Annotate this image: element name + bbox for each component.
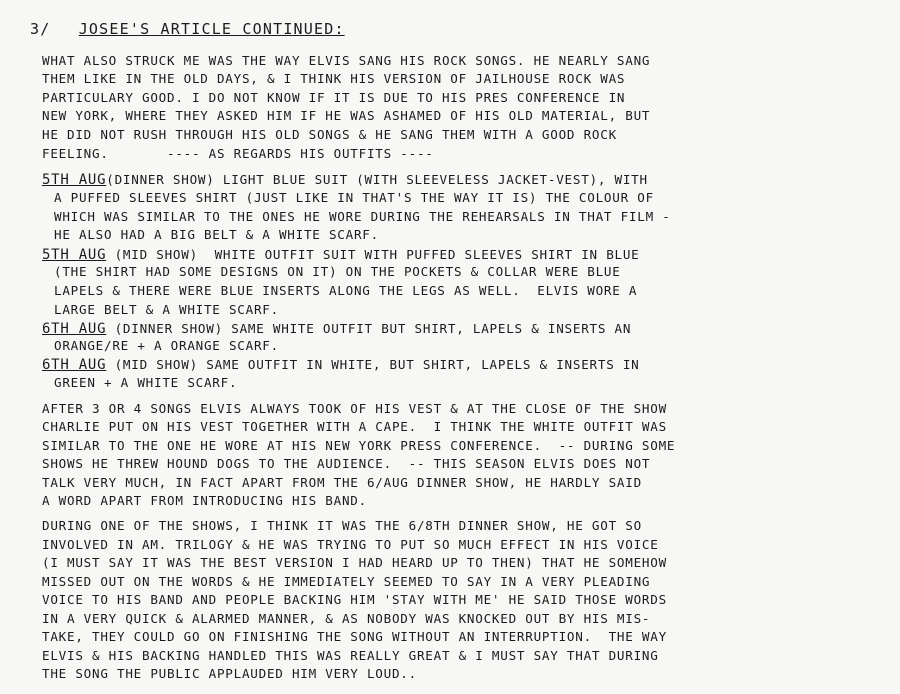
text-line: LAPELS & THERE WERE BLUE INSERTS ALONG THE LEGS AS WELL. ELVIS WORE A (54, 283, 638, 298)
text-line: TALK VERY MUCH, IN FACT APART FROM THE 6/AUG DINNER SHOW, HE HARDLY SAID (42, 475, 642, 490)
text-line: PARTICULARY GOOD. I DO NOT KNOW IF IT IS DUE TO HIS PRES CONFERENCE IN (42, 90, 626, 105)
text-line: WHAT ALSO STRUCK ME WAS THE WAY ELVIS SANG HIS ROCK SONGS. HE NEARLY SANG (42, 53, 651, 68)
text-line: SIMILAR TO THE ONE HE WORE AT HIS NEW YORK PRESS CONFERENCE. -- DURING SOME (42, 438, 676, 453)
article-title: JOSEE'S ARTICLE CONTINUED: (78, 20, 345, 38)
outfit-entry-line (42, 358, 640, 372)
outfit-description: (MID SHOW) SAME OUTFIT IN WHITE, BUT SHIRT, LAPELS & INSERTS IN (106, 357, 640, 372)
text-line: MISSED OUT ON THE WORDS & HE IMMEDIATELY SEEMED TO SAY IN A VERY PLEADING (42, 574, 651, 589)
page-header (30, 20, 345, 38)
text-line: HE DID NOT RUSH THROUGH HIS OLD SONGS & HE SANG THEM WITH A GOOD ROCK (42, 127, 617, 142)
text-line: SHOWS HE THREW HOUND DOGS TO THE AUDIENCE. -- THIS SEASON ELVIS DOES NOT (42, 456, 651, 471)
outfit-description: (DINNER SHOW) SAME WHITE OUTFIT BUT SHIRT, LAPELS & INSERTS AN (106, 321, 632, 336)
outfit-date: 6TH AUG (42, 357, 107, 373)
text-line: IN A VERY QUICK & ALARMED MANNER, & AS NOBODY WAS KNOCKED OUT BY HIS MIS- (42, 611, 651, 626)
outfit-entry-line (42, 248, 640, 262)
text-line: GREEN + A WHITE SCARF. (54, 375, 238, 390)
text-line: (I MUST SAY IT WAS THE BEST VERSION I HAD HEARD UP TO THEN) THAT HE SOMEHOW (42, 555, 667, 570)
text-line: INVOLVED IN AM. TRILOGY & HE WAS TRYING TO PUT SO MUCH EFFECT IN HIS VOICE (42, 537, 659, 552)
outfit-entry-line (42, 173, 648, 187)
page-number: 3/ (30, 20, 51, 38)
text-line: THEM LIKE IN THE OLD DAYS, & I THINK HIS VERSION OF JAILHOUSE ROCK WAS (42, 71, 626, 86)
text-line: LARGE BELT & A WHITE SCARF. (54, 302, 279, 317)
text-line: DURING ONE OF THE SHOWS, I THINK IT WAS THE 6/8TH DINNER SHOW, HE GOT SO (42, 518, 642, 533)
text-line: AFTER 3 OR 4 SONGS ELVIS ALWAYS TOOK OF HIS VEST & AT THE CLOSE OF THE SHOW (42, 401, 667, 416)
text-line: HE ALSO HAD A BIG BELT & A WHITE SCARF. (54, 227, 379, 242)
outfit-description: (DINNER SHOW) LIGHT BLUE SUIT (WITH SLEEVELESS JACKET-VEST), WITH (106, 172, 648, 187)
text-line: A WORD APART FROM INTRODUCING HIS BAND. (42, 493, 367, 508)
text-line: THE SONG THE PUBLIC APPLAUDED HIM VERY LOUD.. (42, 666, 417, 681)
text-line: (THE SHIRT HAD SOME DESIGNS ON IT) ON THE POCKETS & COLLAR WERE BLUE (54, 264, 621, 279)
text-line: NEW YORK, WHERE THEY ASKED HIM IF HE WAS ASHAMED OF HIS OLD MATERIAL, BUT (42, 108, 651, 123)
outfit-date: 6TH AUG (42, 321, 107, 337)
text-line: WHICH WAS SIMILAR TO THE ONES HE WORE DURING THE REHEARSALS IN THAT FILM - (54, 209, 671, 224)
text-line: VOICE TO HIS BAND AND PEOPLE BACKING HIM 'STAY WITH ME' HE SAID THOSE WORDS (42, 592, 667, 607)
text-line: ELVIS & HIS BACKING HANDLED THIS WAS REALLY GREAT & I MUST SAY THAT DURING (42, 648, 659, 663)
text-line: A PUFFED SLEEVES SHIRT (JUST LIKE IN THAT'S THE WAY IT IS) THE COLOUR OF (54, 190, 654, 205)
text-line: CHARLIE PUT ON HIS VEST TOGETHER WITH A CAPE. I THINK THE WHITE OUTFIT WAS (42, 419, 667, 434)
outfit-description: (MID SHOW) WHITE OUTFIT SUIT WITH PUFFED SLEEVES SHIRT IN BLUE (106, 247, 640, 262)
outfit-entry-line (42, 322, 631, 336)
outfit-date: 5TH AUG (42, 172, 107, 188)
text-line: TAKE, THEY COULD GO ON FINISHING THE SONG WITHOUT AN INTERRUPTION. THE WAY (42, 629, 667, 644)
text-line: ORANGE/RE + A ORANGE SCARF. (54, 338, 279, 353)
text-line: FEELING. ---- AS REGARDS HIS OUTFITS ---- (42, 146, 434, 161)
outfit-date: 5TH AUG (42, 247, 107, 263)
